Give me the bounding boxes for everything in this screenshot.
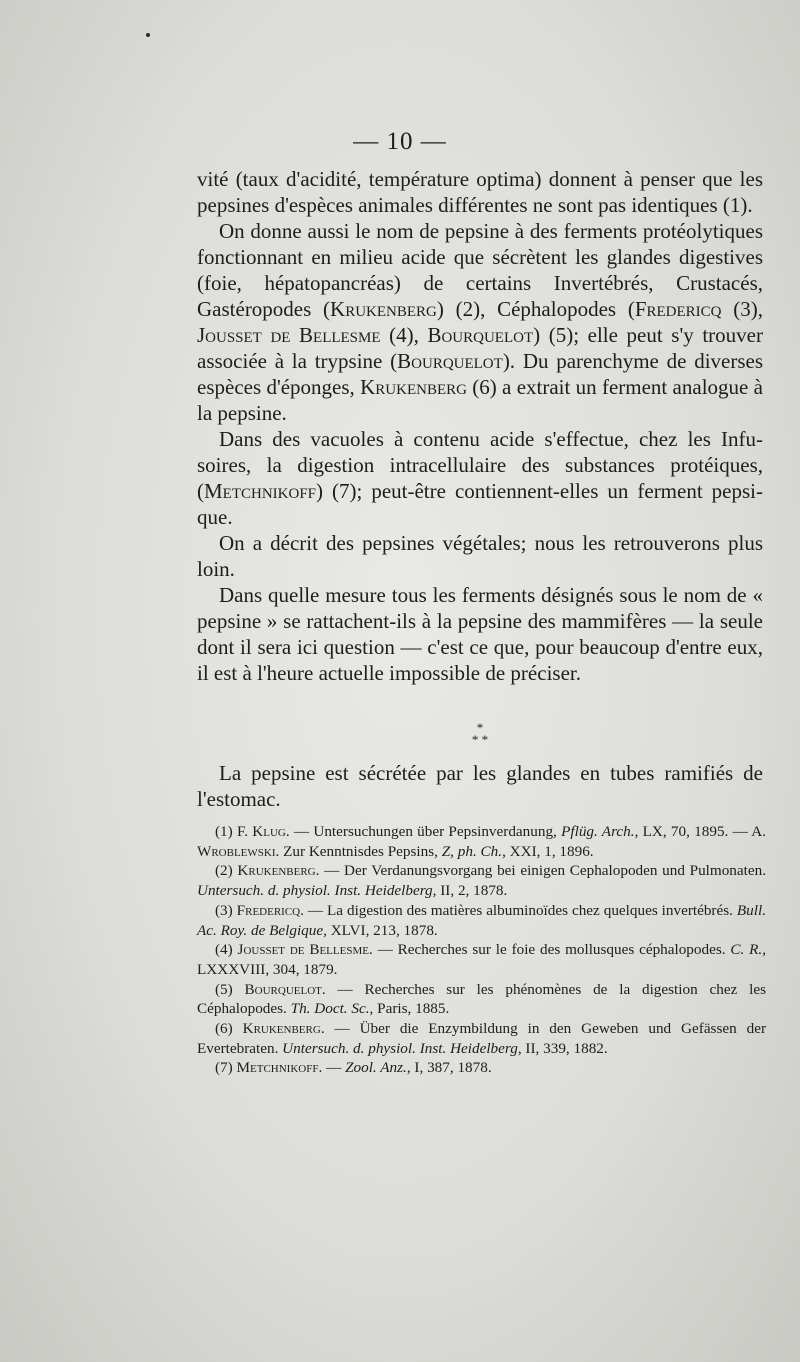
author-name: Krukenberg [242, 1020, 321, 1038]
journal-title: Zool. Anz. [345, 1059, 407, 1077]
text-run: , XXI, 1, 1896. [502, 842, 594, 860]
paragraph-4: On a décrit des pepsines végétales; nous les retrouverons plus loin. [197, 531, 763, 581]
print-speck [146, 33, 150, 37]
text-run: ). Du parenchyme de diverses espèces d'éponges, [197, 349, 764, 399]
journal-title: Bull. Ac. Roy. de Belgique [197, 901, 767, 939]
author-name: Bourquelot [427, 323, 534, 347]
paragraph-3 [197, 426, 763, 530]
text-run: . — Der Verdanungsvorgang bei einigen Cephalopoden und Pulmonaten. [315, 862, 766, 880]
author-name: Metchnikoff [204, 479, 317, 503]
author-name: Bourquelot [397, 349, 503, 373]
asterism-bottom: * * [471, 732, 489, 747]
text-run: , I, 387, 1878. [406, 1059, 492, 1077]
text-run: , LXXXVIII, 304, 1879. [197, 941, 766, 978]
footnote-4 [197, 940, 766, 979]
text-run: ) (5); elle peut s'y trouver associée à la trypsine ( [197, 323, 763, 373]
text-run: . — Über die Enzymbildung in den Geweben und Gefässen der Evertebraten. [197, 1020, 766, 1057]
section-asterism [440, 722, 520, 746]
footnote-6 [197, 1019, 766, 1058]
journal-title: Untersuch. d. physiol. Inst. Heidelberg [282, 1039, 518, 1057]
footnote-number: (7) [215, 1059, 237, 1077]
footnote-number: (1) F. [215, 823, 253, 840]
footnote-number: (2) [215, 862, 238, 880]
author-name: Bourquelot [244, 980, 322, 998]
paragraph-1: vité (taux d'acidité, température optima) donnent à penser que les pepsines d'espèces animales différentes ne sont pas identiques (1). [197, 167, 763, 217]
footnote-number: (3) [215, 901, 237, 919]
text-run: Dans des vacuoles à contenu acide s'effectue, chez les Infusoires, la digestion intracellulaire des substances protéiques, ( [197, 427, 763, 503]
paragraph-5: Dans quelle mesure tous les ferments désignés sous le nom de « pepsine » se rattachent-ils à la pepsine des mammifères — la seule dont il sera ici question — c'est ce que, pour beaucoup d'entre eux, il est à l'heure actuelle impossible de préciser. [197, 583, 763, 685]
footnote-5 [197, 980, 766, 1019]
footnote-1 [197, 822, 766, 861]
text-run: . — Recherches sur le foie des mollusques céphalopodes. [368, 941, 731, 959]
text-run: (6) a extrait un ferment analogue à la pepsine. [197, 375, 763, 425]
author-name: Wroblewski [197, 842, 276, 860]
text-run: , XLVI, 213, 1878. [323, 921, 438, 939]
footnote-number: (4) [215, 941, 238, 959]
author-name: Jousset de Bellesme [237, 941, 369, 959]
author-name: Klug [252, 823, 286, 840]
footnote-number: (5) [215, 980, 245, 998]
text-run: , II, 2, 1878. [432, 882, 508, 900]
section-text [197, 760, 763, 812]
journal-title: Untersuch. d. physiol. Inst. Heidelberg [197, 882, 433, 900]
author-name: Jousset de Bellesme [197, 323, 381, 347]
journal-title: Pflüg. Arch. [561, 823, 635, 840]
text-run: . — [318, 1059, 346, 1077]
footnote-number: (6) [215, 1020, 243, 1038]
author-name: Krukenberg [330, 297, 437, 321]
paragraph-2 [197, 218, 763, 426]
text-run: , II, 339, 1882. [517, 1039, 608, 1057]
text-run: . Zur Kenntnisdes Pepsins, [275, 842, 442, 860]
journal-title: C. R. [730, 941, 763, 959]
text-run: . — Recherches sur les phénomènes de la digestion chez les Céphalopodes. [197, 980, 766, 1018]
page-number: — 10 — [353, 128, 447, 155]
footnote-2 [197, 861, 766, 900]
journal-title: Th. Doct. Sc. [290, 1000, 370, 1018]
text-run: On donne aussi le nom de pepsine à des ferments protéolytiques fonctionnant en milieu acide que sécrètent les glandes digestives (foie, hépatopancréas) de certains Invertébrés, Crustacés, Gastéropodes ( [197, 219, 763, 321]
footnotes [197, 822, 766, 1078]
text-run: , LX, 70, 1895. — A. [634, 823, 766, 840]
journal-title: Z, ph. Ch. [441, 842, 503, 860]
footnote-3 [197, 901, 766, 940]
paragraph-6: La pepsine est sécrétée par les glandes en tubes ramifiés de l'estomac. [197, 761, 763, 811]
text-run: ) (2), Céphalopodes ( [436, 297, 635, 321]
author-name: Metchnikoff [236, 1059, 319, 1077]
text-run: (4), [380, 323, 428, 347]
footnote-7 [197, 1058, 766, 1078]
text-run: , Paris, 1885. [369, 1000, 450, 1018]
text-run: . — Untersuchungen über Pepsinverdanung, [285, 823, 562, 840]
author-name: Krukenberg [237, 862, 316, 880]
text-run: ) (7); peut-être contiennent-elles un ferment pepsique. [197, 479, 763, 529]
author-name: Fredericq [634, 297, 722, 321]
main-text [197, 166, 763, 686]
asterism-top: * [476, 720, 484, 735]
author-name: Fredericq [236, 901, 301, 919]
author-name: Krukenberg [360, 375, 467, 399]
text-run: (3), [721, 297, 763, 321]
text-run: . — La digestion des matières albuminoïdes chez quelques invertébrés. [300, 901, 737, 919]
